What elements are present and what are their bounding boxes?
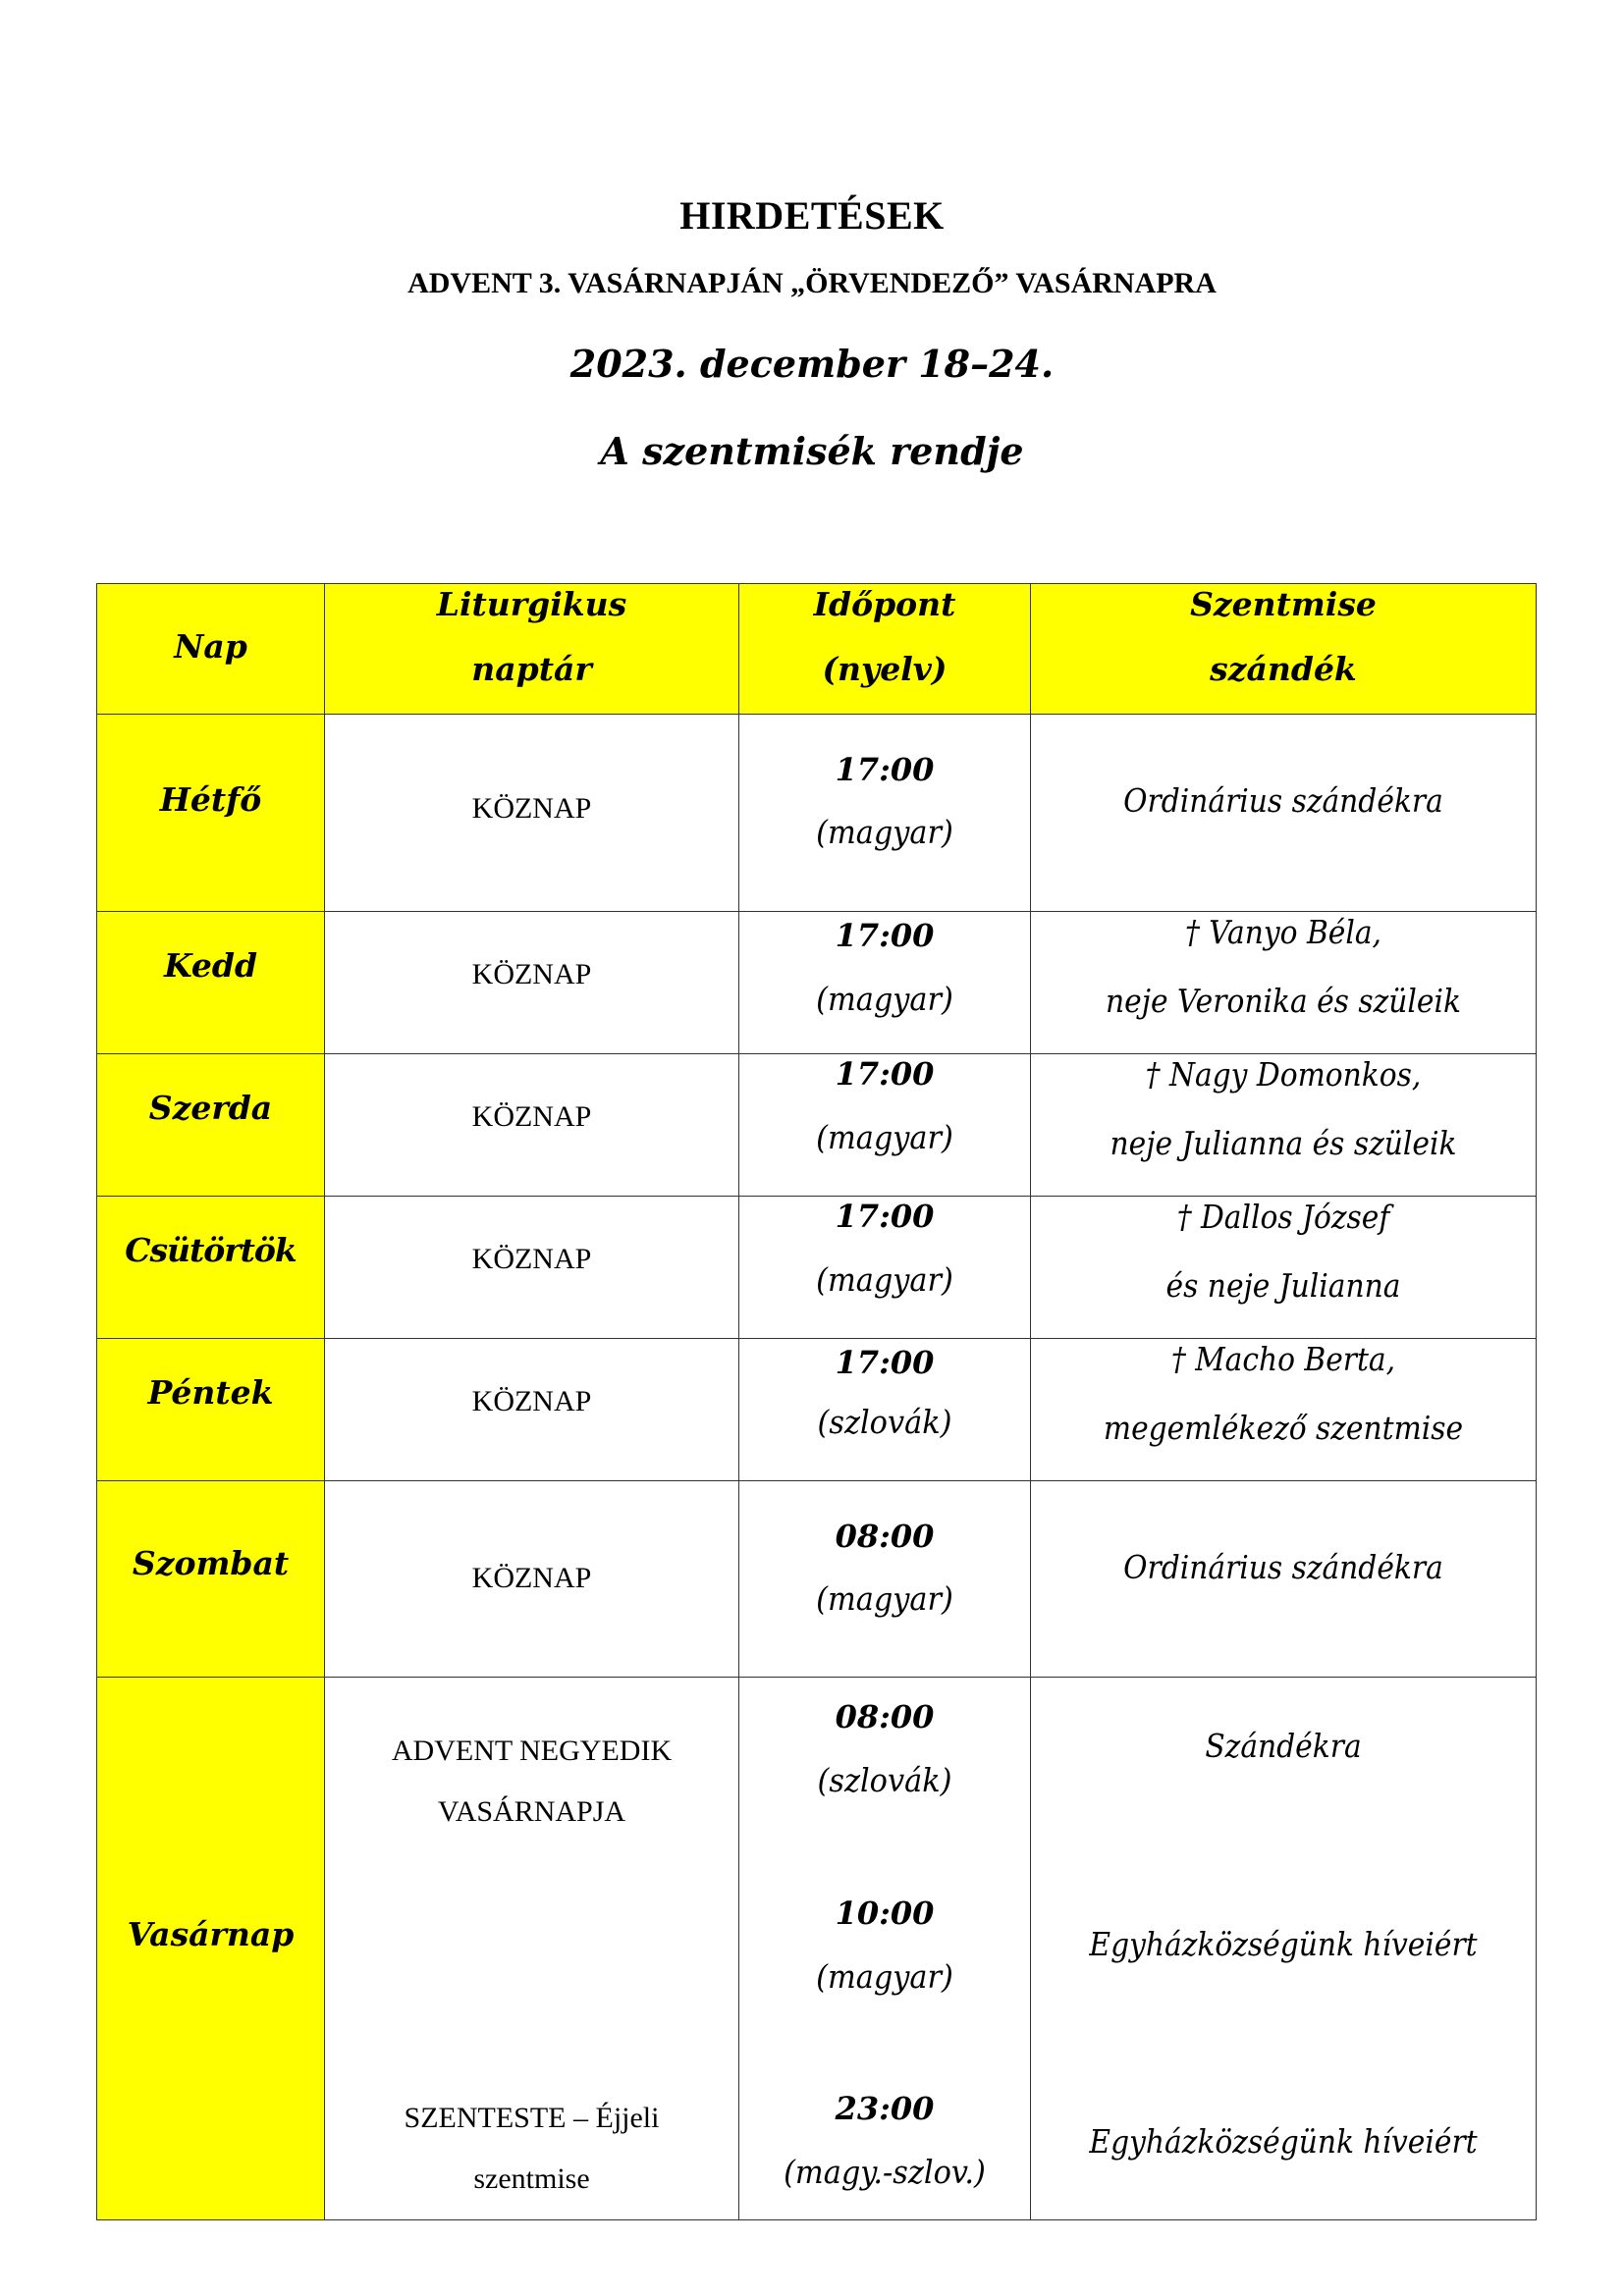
mass-time: 17:00	[835, 917, 935, 954]
mass-intention: Ordinárius szándékra	[1123, 1548, 1443, 1586]
day-cell-szerda	[96, 1053, 325, 1197]
column-header-intention-line1: Szentmise	[1190, 585, 1377, 623]
liturgy-label: KÖZNAP	[471, 1100, 592, 1133]
liturgy-cell	[324, 1480, 739, 1678]
mass-time: 17:00	[835, 1198, 935, 1235]
date-range: 2023. december 18–24.	[569, 342, 1055, 386]
page-subtitle: ADVENT 3. VASÁRNAPJÁN „ÖRVENDEZŐ” VASÁRNAPRA	[407, 267, 1217, 299]
mass-intention-line2: neje Veronika és szüleik	[1106, 982, 1461, 1020]
column-header-time-line2: (nyelv)	[822, 650, 947, 688]
liturgy-label: KÖZNAP	[471, 1562, 592, 1594]
day-label: Szerda	[148, 1089, 273, 1127]
liturgy-label-line1: ADVENT NEGYEDIK	[391, 1735, 673, 1767]
day-cell-vasarnap	[96, 1677, 325, 2220]
mass-language: (magyar)	[816, 813, 953, 851]
mass-intention: Egyházközségünk híveiért	[1089, 1925, 1478, 1963]
mass-time: 17:00	[835, 751, 935, 788]
mass-intention: Szándékra	[1205, 1727, 1362, 1765]
mass-intention-line2: megemlékező szentmise	[1103, 1409, 1464, 1447]
mass-language: (magy.-szlov.)	[784, 2153, 986, 2191]
header-cell-day	[96, 583, 325, 715]
liturgy-label: KÖZNAP	[471, 958, 592, 990]
column-header-intention-line2: szándék	[1210, 650, 1357, 688]
mass-language: (szlovák)	[817, 1761, 952, 1799]
day-cell-szombat	[96, 1480, 325, 1678]
mass-language: (magyar)	[816, 1260, 953, 1299]
mass-language: (magyar)	[816, 1579, 953, 1618]
mass-time: 10:00	[835, 1895, 935, 1932]
mass-language: (magyar)	[816, 1118, 953, 1156]
intention-cell	[1030, 1677, 1537, 2220]
mass-intention: Ordinárius szándékra	[1123, 781, 1443, 820]
liturgy-label: KÖZNAP	[471, 792, 592, 825]
mass-time: 23:00	[835, 2090, 935, 2127]
mass-time: 17:00	[835, 1344, 935, 1381]
time-cell	[738, 911, 1031, 1054]
intention-cell	[1030, 714, 1537, 912]
liturgy-cell	[324, 714, 739, 912]
mass-time: 08:00	[835, 1518, 935, 1555]
day-cell-pentek	[96, 1338, 325, 1481]
liturgy-cell	[324, 1196, 739, 1339]
day-label: Kedd	[163, 946, 258, 985]
liturgy-label-line2: VASÁRNAPJA	[437, 1795, 626, 1828]
liturgy-label: KÖZNAP	[471, 1385, 592, 1417]
time-cell	[738, 1480, 1031, 1678]
mass-time: 08:00	[835, 1698, 935, 1735]
header-cell-intention	[1030, 583, 1537, 715]
day-label: Péntek	[147, 1373, 274, 1412]
intention-cell	[1030, 911, 1537, 1054]
mass-schedule-table	[96, 583, 1537, 2220]
liturgy-cell	[324, 1338, 739, 1481]
header-cell-liturgy	[324, 583, 739, 715]
time-cell	[738, 1053, 1031, 1197]
day-label: Szombat	[132, 1544, 290, 1582]
day-label: Csütörtök	[125, 1231, 297, 1269]
mass-language: (magyar)	[816, 980, 953, 1018]
column-header-day: Nap	[174, 627, 247, 666]
mass-intention-line1: † Macho Berta,	[1170, 1340, 1396, 1378]
intention-cell	[1030, 1053, 1537, 1197]
time-cell	[738, 1677, 1031, 2220]
day-label: Hétfő	[159, 780, 262, 819]
liturgy-cell	[324, 911, 739, 1054]
mass-intention: Egyházközségünk híveiért	[1089, 2122, 1478, 2161]
column-header-liturgy-line1: Liturgikus	[436, 585, 627, 623]
time-cell	[738, 714, 1031, 912]
day-cell-kedd	[96, 911, 325, 1054]
mass-intention-line2: neje Julianna és szüleik	[1110, 1124, 1457, 1162]
column-header-liturgy-line2: naptár	[471, 650, 592, 688]
liturgy-label-line3: SZENTESTE – Éjjeli	[404, 2102, 660, 2134]
time-cell	[738, 1338, 1031, 1481]
mass-intention-line1: † Dallos József	[1176, 1198, 1390, 1236]
liturgy-label: KÖZNAP	[471, 1243, 592, 1275]
liturgy-label-line4: szentmise	[473, 2163, 590, 2195]
mass-language: (szlovák)	[817, 1403, 952, 1441]
column-header-time-line1: Időpont	[813, 585, 956, 623]
day-label: Vasárnap	[127, 1915, 295, 1953]
intention-cell	[1030, 1338, 1537, 1481]
time-cell	[738, 1196, 1031, 1339]
intention-cell	[1030, 1196, 1537, 1339]
day-cell-hetfo	[96, 714, 325, 912]
day-cell-csutortok	[96, 1196, 325, 1339]
mass-intention-line1: † Vanyo Béla,	[1185, 913, 1381, 951]
intention-cell	[1030, 1480, 1537, 1678]
mass-time: 17:00	[835, 1055, 935, 1093]
section-title: A szentmisék rendje	[600, 429, 1024, 473]
liturgy-cell	[324, 1677, 739, 2220]
page-title: HIRDETÉSEK	[679, 193, 945, 238]
header-cell-time	[738, 583, 1031, 715]
liturgy-cell	[324, 1053, 739, 1197]
mass-language: (magyar)	[816, 1957, 953, 1996]
mass-intention-line1: † Nagy Domonkos,	[1145, 1055, 1422, 1094]
mass-intention-line2: és neje Julianna	[1165, 1266, 1401, 1305]
